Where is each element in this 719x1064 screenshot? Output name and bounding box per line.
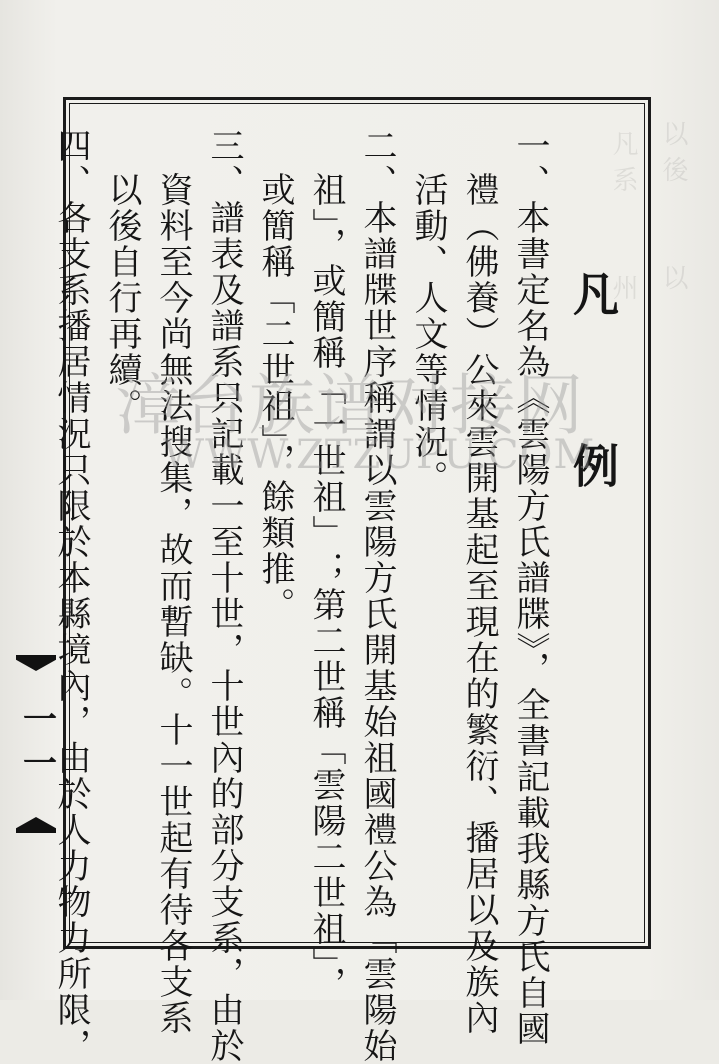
section-title: 凡 例 [566, 270, 620, 528]
text-column: 禮（佛養）公來雲開基起至現在的繁衍、播居以及族內 [459, 172, 499, 1036]
text-column: 一、本書定名為《雲陽方氏譜牒》，全書記載我縣方氏自國 [510, 128, 550, 1047]
text-column: 或簡稱「二世祖」，餘類推。 [255, 172, 295, 623]
text-column: 三、譜表及譜系只記載一至十世，十世內的部分支系，由於 [204, 128, 244, 1064]
page-number: 一一 [16, 701, 57, 789]
bleed-through-text: 以後 以 [658, 120, 688, 300]
text-column: 以後自行再續。 [102, 172, 142, 424]
text-column: 四、各支系播居情況只限於本縣境內，由於人力物力所限， [51, 128, 91, 1064]
text-column: 二、本譜牒世序稱謂以雲陽方氏開基始祖國禮公為「雲陽始 [357, 128, 397, 1064]
text-column: 資料至今尚無法搜集，故而暫缺。十一世起有待各支系 [153, 172, 193, 1036]
text-column: 活動、人文等情況。 [408, 172, 448, 496]
bleed-through-text: 凡系 州 [608, 130, 638, 310]
text-column: 祖」，或簡稱「一世祖」；第二世稱「雲陽二世祖」， [306, 172, 346, 1002]
watermark-chinese: 漳台族谱对接网 [115, 367, 584, 444]
watermark-url: WWW.ZTZUPU.COM [163, 432, 596, 478]
